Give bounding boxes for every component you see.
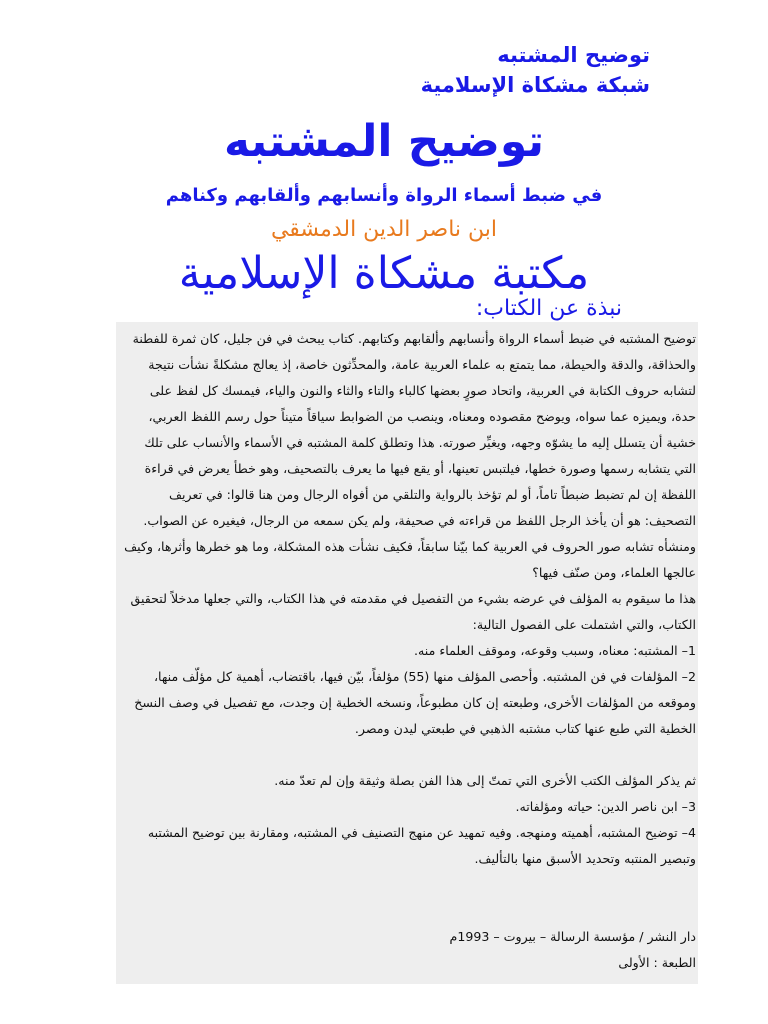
summary-paragraph-plan: هذا ما سيقوم به المؤلف في عرضه بشيء من التفصيل في مقدمته في هذا الكتاب، والتي جعلها مدخلاً لتحقيق الكتاب، والتي اشتملت على الفصول التالية: [130, 591, 696, 632]
book-title: توضيح المشتبه [223, 116, 545, 167]
header-book-title: توضيح المشتبه [497, 43, 650, 67]
paragraph-spacer [124, 872, 696, 924]
library-name: مكتبة مشكاة الإسلامية [178, 248, 590, 299]
summary-heading: نبذة عن الكتاب: [475, 296, 622, 321]
summary-item-1: 1– المشتبه: معناه، وسبب وقوعه، وموقف العلماء منه. [414, 643, 696, 658]
summary-item-4: 4– توضيح المشتبه، أهميته ومنهجه. وفيه تمهيد عن منهج التصنيف في المشتبه، ومقارنة بين توضيح المشتبه وتبصير المنتبه وتحديد الأسبق منها بالتأليف. [147, 825, 696, 866]
paragraph-spacer [124, 742, 696, 768]
book-author: ابن ناصر الدين الدمشقي [270, 217, 498, 242]
summary-item-2: 2– المؤلفات في فن المشتبه. وأحصى المؤلف منها (55) مؤلفاً، بيّن فيها، باقتضاب، أهمية كل مؤلّف منها، وموقعه من المؤلفات الأخرى، وطبعته إن كان مطبوعاً، ونسخه الخطية إن وجدت، مع تفصيل في وصف النسخ الخطية التي طبع عنها كتاب مشتبه الذهبي في طبعتي ليدن ومصر. [134, 669, 696, 736]
book-subtitle: في ضبط أسماء الرواة وأنسابهم وألقابهم وكناهم [165, 185, 603, 206]
edition-line: الطبعة : الأولى [618, 955, 696, 970]
summary-paragraph-related: ثم يذكر المؤلف الكتب الأخرى التي تمتّ إلى هذا الفن بصلة وثيقة وإن لم تعدّ منه. [274, 773, 696, 788]
summary-item-3: 3– ابن ناصر الدين: حياته ومؤلفاته. [515, 799, 696, 814]
header-network-name: شبكة مشكاة الإسلامية [420, 73, 650, 97]
site-header [90, 40, 650, 100]
summary-paragraph-intro: توضيح المشتبه في ضبط أسماء الرواة وأنسابهم وألقابهم وكتابهم. كتاب يبحث في فن جليل، كان ثمرة للفطنة والحذاقة، والدقة والحيطة، مما يتمتع به علماء العربية عامة، والمحدِّثون خاصة، إذ يعالج مشكلةً نشأت نتيجة لتشابه حروف الكتابة في العربية، واتحاد صورٍ بعضها كالباء والتاء والثاء والنون والياء، فيمسك كل لفظ على حدة، ويميزه عما سواه، ويوضح مقصوده ومعناه، وينصب من الضوابط سياقاً متيناً حول رسم اللفظ العربي، خشية أن يتسلل إليه ما يشوّه وجهه، ويغيِّر صورته. هذا وتطلق كلمة المشتبه في الأسماء والأنساب على تلك التي يتشابه رسمها وصورة خطها، فيلتبس تعينها، أو يقع فيها ما يعرف بالتصحيف، وهو خطأ يعرض في قراءة اللفظة إن لم تضبط ضبطاً تاماً، أو لم تؤخذ بالرواية والتلقي من أفواه الرجال ومن هنا قالوا: في تعريف التصحيف: هو أن يأخذ الرجل اللفظ من قراءته في صحيفة، ولم يكن سمعه من الرجال، فيغيره عن الصواب. ومنشأه تشابه صور الحروف في العربية كما بيّنا سابقاً، فكيف نشأت هذه المشكلة، وما هو خطرها وأثرها، وكيف عالجها العلماء، ومن صنّف فيها؟ [124, 331, 696, 580]
summary-panel [116, 322, 698, 984]
publisher-line: دار النشر / مؤسسة الرسالة – بيروت – 1993م [449, 929, 696, 944]
